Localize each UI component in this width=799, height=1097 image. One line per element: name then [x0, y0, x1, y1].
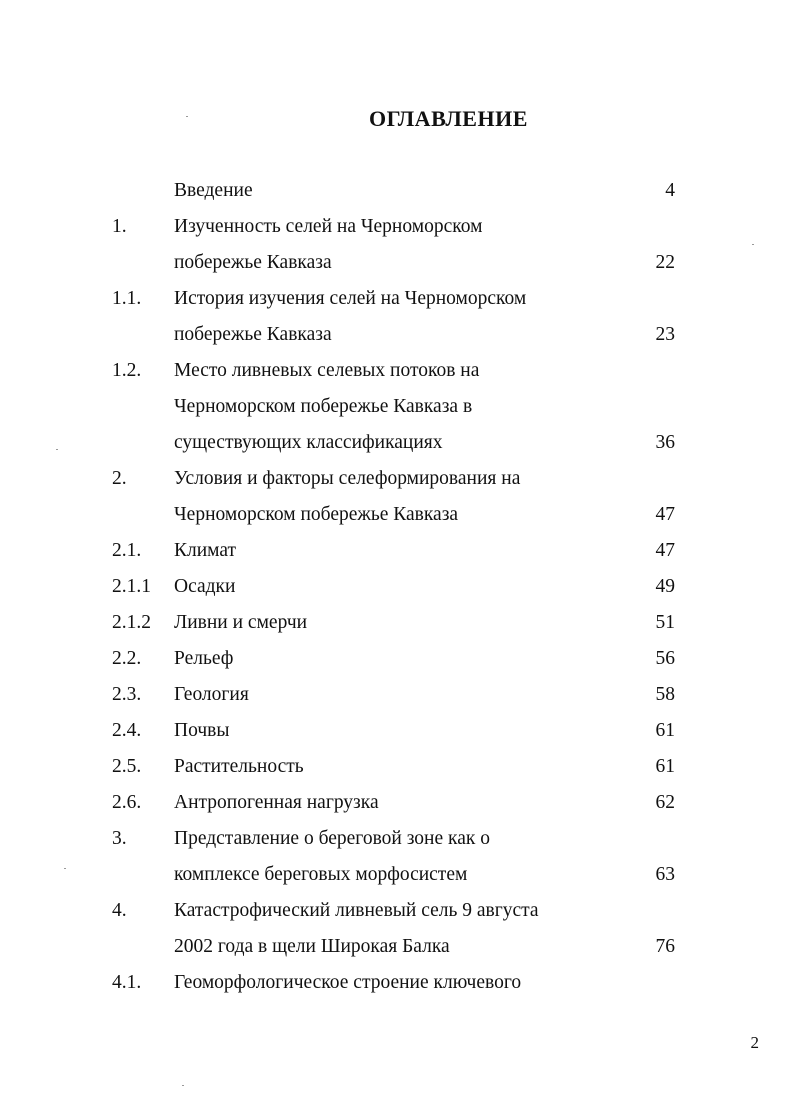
toc-row: [0, 428, 799, 458]
toc-title: 2002 года в щели Широкая Балка: [174, 936, 450, 957]
toc-title: Рельеф: [174, 648, 234, 669]
toc-row: [0, 824, 799, 854]
toc-row: [0, 248, 799, 278]
toc-number: 3.: [112, 828, 127, 849]
toc-number: 2.2.: [112, 648, 142, 669]
toc-title: Растительность: [174, 756, 304, 777]
toc-page: 51: [655, 612, 675, 633]
toc-number: 2.1.2: [112, 612, 151, 633]
toc-row: [0, 356, 799, 386]
toc-row: [0, 860, 799, 890]
page-number: 2: [750, 1033, 759, 1052]
toc-number: 2.4.: [112, 720, 142, 741]
toc-number: 2.: [112, 468, 127, 489]
toc-title: Введение: [174, 180, 253, 201]
toc-row: [0, 284, 799, 314]
toc-page: 22: [655, 252, 675, 273]
toc-page: 63: [655, 864, 675, 885]
toc-page: 76: [655, 936, 675, 957]
toc-title: Геология: [174, 684, 249, 705]
toc-title: Осадки: [174, 576, 236, 597]
toc-number: 2.1.: [112, 540, 142, 561]
scan-speck: [182, 1085, 184, 1086]
toc-title: побережье Кавказа: [174, 252, 332, 273]
scan-speck: [186, 116, 188, 117]
scan-speck: [752, 244, 754, 245]
toc-number: 1.2.: [112, 360, 142, 381]
toc-row: [0, 752, 799, 782]
toc-row: [0, 932, 799, 962]
toc-title: комплексе береговых морфосистем: [174, 864, 468, 885]
toc-row: [0, 788, 799, 818]
toc-page: 62: [655, 792, 675, 813]
toc-page: 61: [655, 756, 675, 777]
toc-row: [0, 536, 799, 566]
toc-title: Ливни и смерчи: [174, 612, 308, 633]
toc-page: 58: [655, 684, 675, 705]
toc-page: 56: [655, 648, 675, 669]
toc-row: [0, 464, 799, 494]
toc-title: История изучения селей на Черноморском: [174, 288, 527, 309]
toc-number: 2.5.: [112, 756, 142, 777]
toc-title: Изученность селей на Черноморском: [174, 216, 483, 237]
toc-page: 47: [655, 504, 675, 525]
toc-title: существующих классификациях: [174, 432, 443, 453]
toc-page: 61: [655, 720, 675, 741]
toc-title: Катастрофический ливневый сель 9 августа: [174, 900, 539, 921]
toc-number: 2.1.1: [112, 576, 151, 597]
toc-row: [0, 644, 799, 674]
toc-row: [0, 176, 799, 206]
toc-row: [0, 680, 799, 710]
toc-title: Геоморфологическое строение ключевого: [174, 972, 522, 993]
toc-title: Антропогенная нагрузка: [174, 792, 379, 813]
toc-page: 36: [655, 432, 675, 453]
toc-title: Черноморском побережье Кавказа: [174, 504, 459, 525]
toc-page: 23: [655, 324, 675, 345]
toc-page: 49: [655, 576, 675, 597]
toc-number: 1.: [112, 216, 127, 237]
toc-row: [0, 968, 799, 998]
toc-number: 2.3.: [112, 684, 142, 705]
scan-speck: [56, 449, 58, 450]
toc-number: 1.1.: [112, 288, 142, 309]
toc-title: побережье Кавказа: [174, 324, 332, 345]
toc-title: Черноморском побережье Кавказа в: [174, 396, 473, 417]
toc-number: 4.1.: [112, 972, 142, 993]
toc-title: Представление о береговой зоне как о: [174, 828, 490, 849]
toc-row: [0, 716, 799, 746]
toc-row: [0, 320, 799, 350]
toc-title: Почвы: [174, 720, 230, 741]
toc-number: 4.: [112, 900, 127, 921]
toc-title: Место ливневых селевых потоков на: [174, 360, 480, 381]
toc-page: 4: [665, 180, 675, 201]
toc-row: [0, 572, 799, 602]
toc-title: Климат: [174, 540, 237, 561]
scan-speck: [64, 868, 66, 869]
toc-row: [0, 500, 799, 530]
toc-number: 2.6.: [112, 792, 142, 813]
toc-row: [0, 212, 799, 242]
toc-page: 47: [655, 540, 675, 561]
toc-row: [0, 608, 799, 638]
toc-title: Условия и факторы селеформирования на: [174, 468, 521, 489]
toc-row: [0, 392, 799, 422]
toc-row: [0, 896, 799, 926]
page-title: ОГЛАВЛЕНИЕ: [369, 106, 528, 131]
